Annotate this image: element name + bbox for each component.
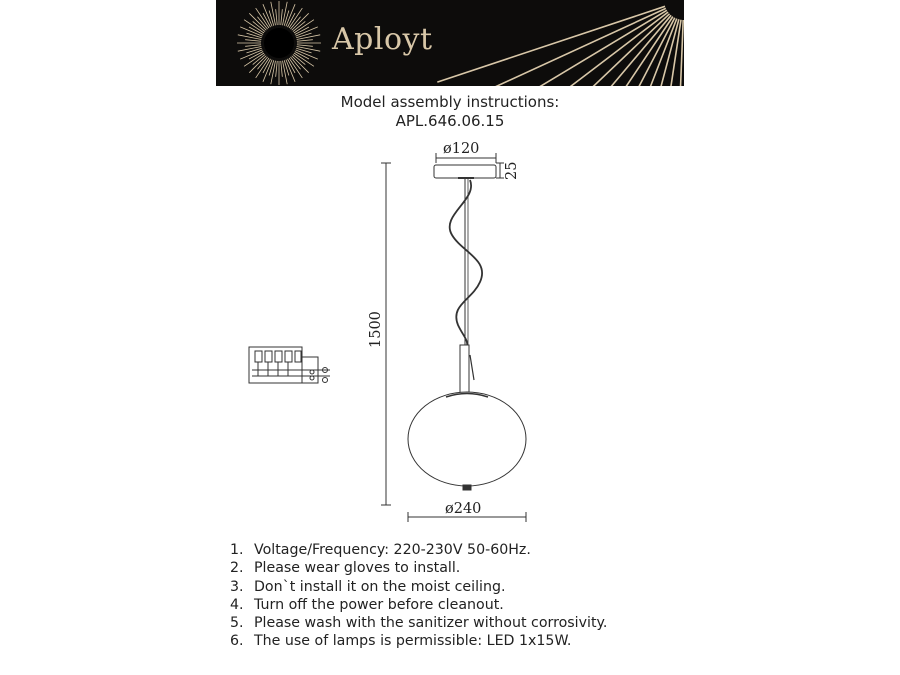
total-height-label: 1500 [368,311,384,348]
lamp-holder-tube [460,345,469,397]
brand-name: Aployt [332,22,433,57]
list-item: 1. Voltage/Frequency: 220-230V 50-60Hz. [230,542,531,558]
list-item: 2. Please wear gloves to install. [230,560,461,577]
shade-diameter-label: ø240 [445,501,482,517]
canopy-height-label: 25 [504,161,520,180]
glass-shade [408,392,526,486]
canopy-diameter-label: ø120 [443,141,480,157]
power-cord [450,180,482,352]
terminal-block-diagram [249,347,330,383]
list-item: 3. Don`t install it on the moist ceiling. [230,578,506,595]
instruction-list [230,541,607,651]
instructions-title: Model assembly instructions: [340,93,560,111]
list-item: 4. Turn off the power before cleanout. [230,596,504,613]
canopy [434,165,496,178]
list-item: 5. Please wash with the sanitizer without corrosivity. [230,615,608,632]
list-item: 6. The use of lamps is permissible: LED 1x15W. [230,633,572,650]
model-number: APL.646.06.15 [395,112,505,130]
